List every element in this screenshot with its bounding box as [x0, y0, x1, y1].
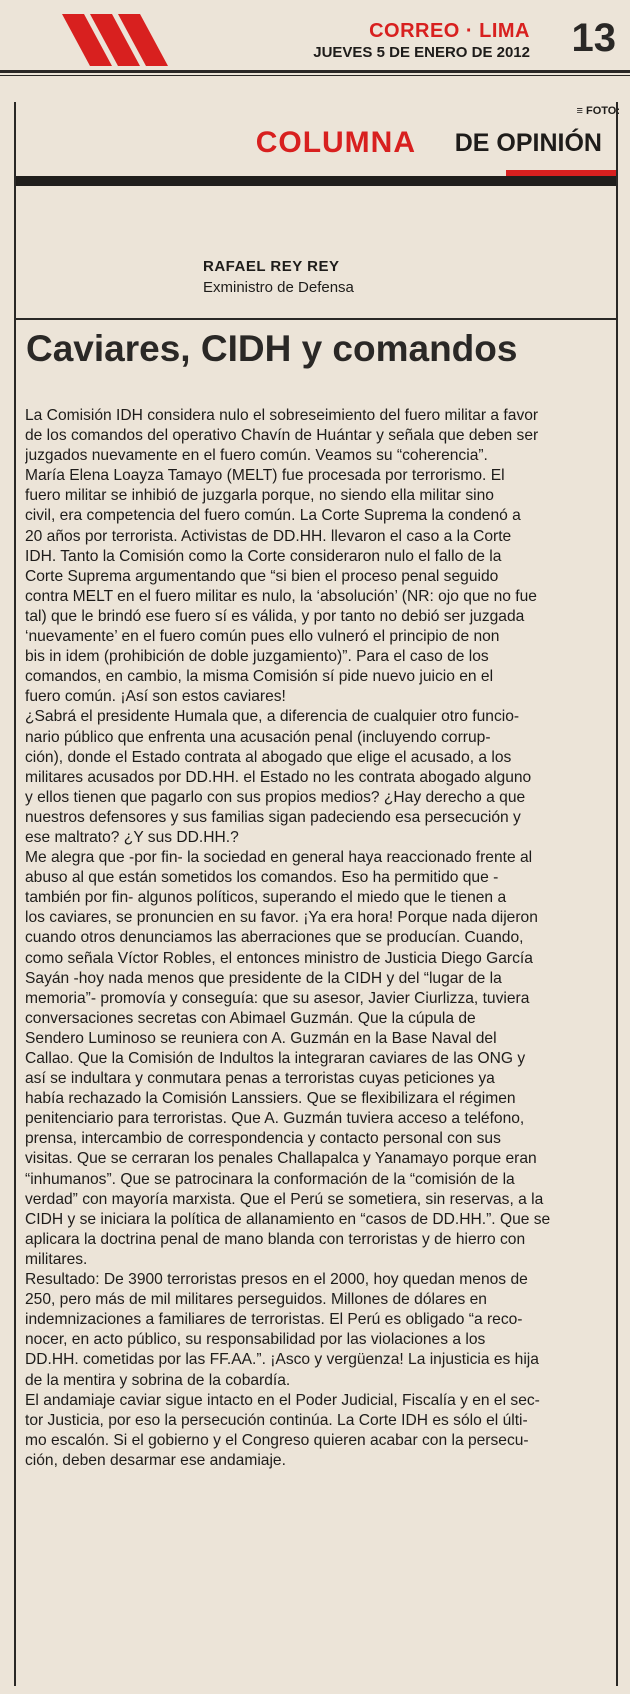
- body-line: conversaciones secretas con Abimael Guzmán. Que la cúpula de: [25, 1009, 476, 1027]
- body-line: y ellos tienen que pagarlo con sus propios medios? ¿Hay derecho a que: [25, 788, 526, 806]
- body-line: comandos, en cambio, la misma Comisión sí pide nuevo juicio en el: [25, 668, 494, 686]
- masthead-stripes-logo: [62, 14, 172, 66]
- body-line: ese maltrato? ¿Y sus DD.HH.?: [25, 828, 239, 846]
- photo-credit: ≡ FOTO:: [576, 105, 620, 117]
- body-line: Resultado: De 3900 terroristas presos en el 2000, hoy quedan menos de: [25, 1271, 528, 1289]
- body-line: militares.: [25, 1250, 88, 1268]
- body-line: IDH. Tanto la Comisión como la Corte consideraron nulo el fallo de la: [25, 547, 502, 565]
- body-line: “inhumanos”. Que se patrocinara la conformación de la “comisión de la: [25, 1170, 515, 1188]
- paper-name: CORREO · LIMA: [369, 20, 530, 42]
- body-line: 20 años por terrorista. Activistas de DD.HH. llevaron el caso a la Corte: [25, 527, 512, 545]
- body-line: nuestros defensores y sus familias sigan padeciendo esa persecución y: [25, 808, 521, 826]
- masthead-rule: [0, 70, 630, 73]
- body-line: CIDH y se iniciara la política de allanamiento en “casos de DD.HH.”. Que se: [25, 1210, 551, 1228]
- body-line: Sendero Luminoso se reuniera con A. Guzmán en la Base Naval del: [25, 1029, 497, 1047]
- body-line: los caviares, se pronuncien en su favor. ¡Ya era hora! Porque nada dijeron: [25, 909, 538, 927]
- body-line: tor Justicia, por eso la persecución continúa. La Corte IDH es sólo el últi-: [25, 1411, 528, 1429]
- section-bar: [16, 176, 616, 186]
- byline: [203, 258, 354, 296]
- issue-date: JUEVES 5 DE ENERO DE 2012: [313, 44, 530, 61]
- body-line: también por fin- algunos políticos, superando el miedo que le tienen a: [25, 889, 507, 907]
- body-line: bis in idem (prohibición de doble juzgamiento)”. Para el caso de los: [25, 648, 489, 666]
- author-role: Exministro de Defensa: [203, 279, 354, 296]
- section-header: [16, 118, 616, 198]
- body-line: Corte Suprema argumentando que “si bien el proceso penal seguido: [25, 567, 499, 585]
- body-line: DD.HH. cometidas por las FF.AA.”. ¡Asco y vergüenza! La injusticia es hija: [25, 1351, 539, 1369]
- body-line: mo escalón. Si el gobierno y el Congreso quieren acabar con la persecu-: [25, 1431, 529, 1449]
- body-line: ción, deben desarmar ese andamiaje.: [25, 1451, 286, 1469]
- masthead: [0, 0, 630, 76]
- body-line: indemnizaciones a familiares de terroristas. El Perú es obligado “a reco-: [25, 1311, 523, 1329]
- body-line: abuso al que están sometidos los comandos. Eso ha permitido que -: [25, 869, 499, 887]
- body-line: El andamiaje caviar sigue intacto en el Poder Judicial, Fiscalía y en el sec-: [25, 1391, 540, 1409]
- body-line: Me alegra que -por fin- la sociedad en general haya reaccionado frente al: [25, 849, 533, 867]
- headline-separator: [16, 318, 616, 320]
- body-line: verdad” con mayoría marxista. Que el Perú se sometiera, sin reservas, a la: [25, 1190, 544, 1208]
- section-label-black: DE OPINIÓN: [454, 129, 602, 157]
- body-line: María Elena Loayza Tamayo (MELT) fue procesada por terrorismo. El: [25, 467, 505, 485]
- body-line: prensa, intercambio de correspondencia y contacto personal con sus: [25, 1130, 501, 1148]
- body-line: La Comisión IDH considera nulo el sobreseimiento del fuero militar a favor: [25, 407, 539, 424]
- body-line: nocer, en acto público, su responsabilidad por las violaciones a los: [25, 1331, 486, 1349]
- masthead-rule-thin: [0, 75, 630, 76]
- body-line: ¿Sabrá el presidente Humala que, a diferencia de cualquier otro funcio-: [25, 708, 520, 726]
- body-line: ción), donde el Estado contrata al abogado que elige el acusado, a los: [25, 748, 512, 766]
- body-line: cuando otros denunciamos las aberraciones que se producían. Cuando,: [25, 929, 524, 947]
- page-number: 13: [571, 16, 616, 60]
- body-line: de los comandos del operativo Chavín de Huántar y señala que deben ser: [25, 427, 539, 445]
- body-line: de la mentira y sobrina de la cobardía.: [25, 1371, 291, 1389]
- body-line: Callao. Que la Comisión de Indultos la integraran caviares de las ONG y: [25, 1050, 526, 1067]
- body-line: ‘nuevamente’ en el fuero común pues ello vulneró el principio de non: [25, 628, 500, 646]
- body-line: así se indultara y conmutara penas a terroristas cuyas peticiones ya: [25, 1070, 495, 1088]
- body-line: militares acusados por DD.HH. el Estado no les contrata abogado alguno: [25, 768, 532, 786]
- body-line: civil, era competencia del fuero común. La Corte Suprema la condenó a: [25, 507, 521, 525]
- body-line: visitas. Que se cerraran los penales Challapalca y Yanamayo porque eran: [25, 1150, 537, 1168]
- body-line: aplicara la doctrina penal de mano blanda con terroristas y de hierro con: [25, 1230, 526, 1248]
- article-headline: Caviares, CIDH y comandos: [26, 328, 518, 369]
- body-line: Sayán -hoy nada menos que presidente de la CIDH y del “lugar de la: [25, 969, 502, 987]
- author-name: RAFAEL REY REY: [203, 258, 340, 275]
- body-line: había rechazado la Comisión Lanssiers. Que se flexibilizara el régimen: [25, 1090, 516, 1108]
- body-line: fuero común. ¡Así son estos caviares!: [25, 688, 286, 706]
- body-line: nario público que enfrenta una acusación penal (incluyendo corrup-: [25, 728, 491, 746]
- body-line: como señala Víctor Robles, el entonces ministro de Justicia Diego García: [25, 949, 533, 967]
- article-body: [25, 406, 615, 1471]
- body-line: tal) que le brindó ese fuero sí es válida, y por tanto no debió ser juzgada: [25, 607, 525, 625]
- body-line: fuero militar se inhibió de juzgarla porque, no siendo ella militar sino: [25, 487, 494, 505]
- body-line: memoria”- promovía y conseguía: que su asesor, Javier Ciurlizza, tuviera: [25, 989, 530, 1007]
- body-line: juzgados nuevamente en el fuero común. Veamos su “coherencia”.: [25, 447, 488, 465]
- body-line: 250, pero más de mil militares perseguidos. Millones de dólares en: [25, 1291, 487, 1309]
- body-line: penitenciario para terroristas. Que A. Guzmán tuviera acceso a teléfono,: [25, 1110, 525, 1128]
- body-line: contra MELT en el fuero militar es nulo, la ‘absolución’ (NR: ojo que no fue: [25, 587, 537, 605]
- section-label-red: COLUMNA: [255, 126, 416, 159]
